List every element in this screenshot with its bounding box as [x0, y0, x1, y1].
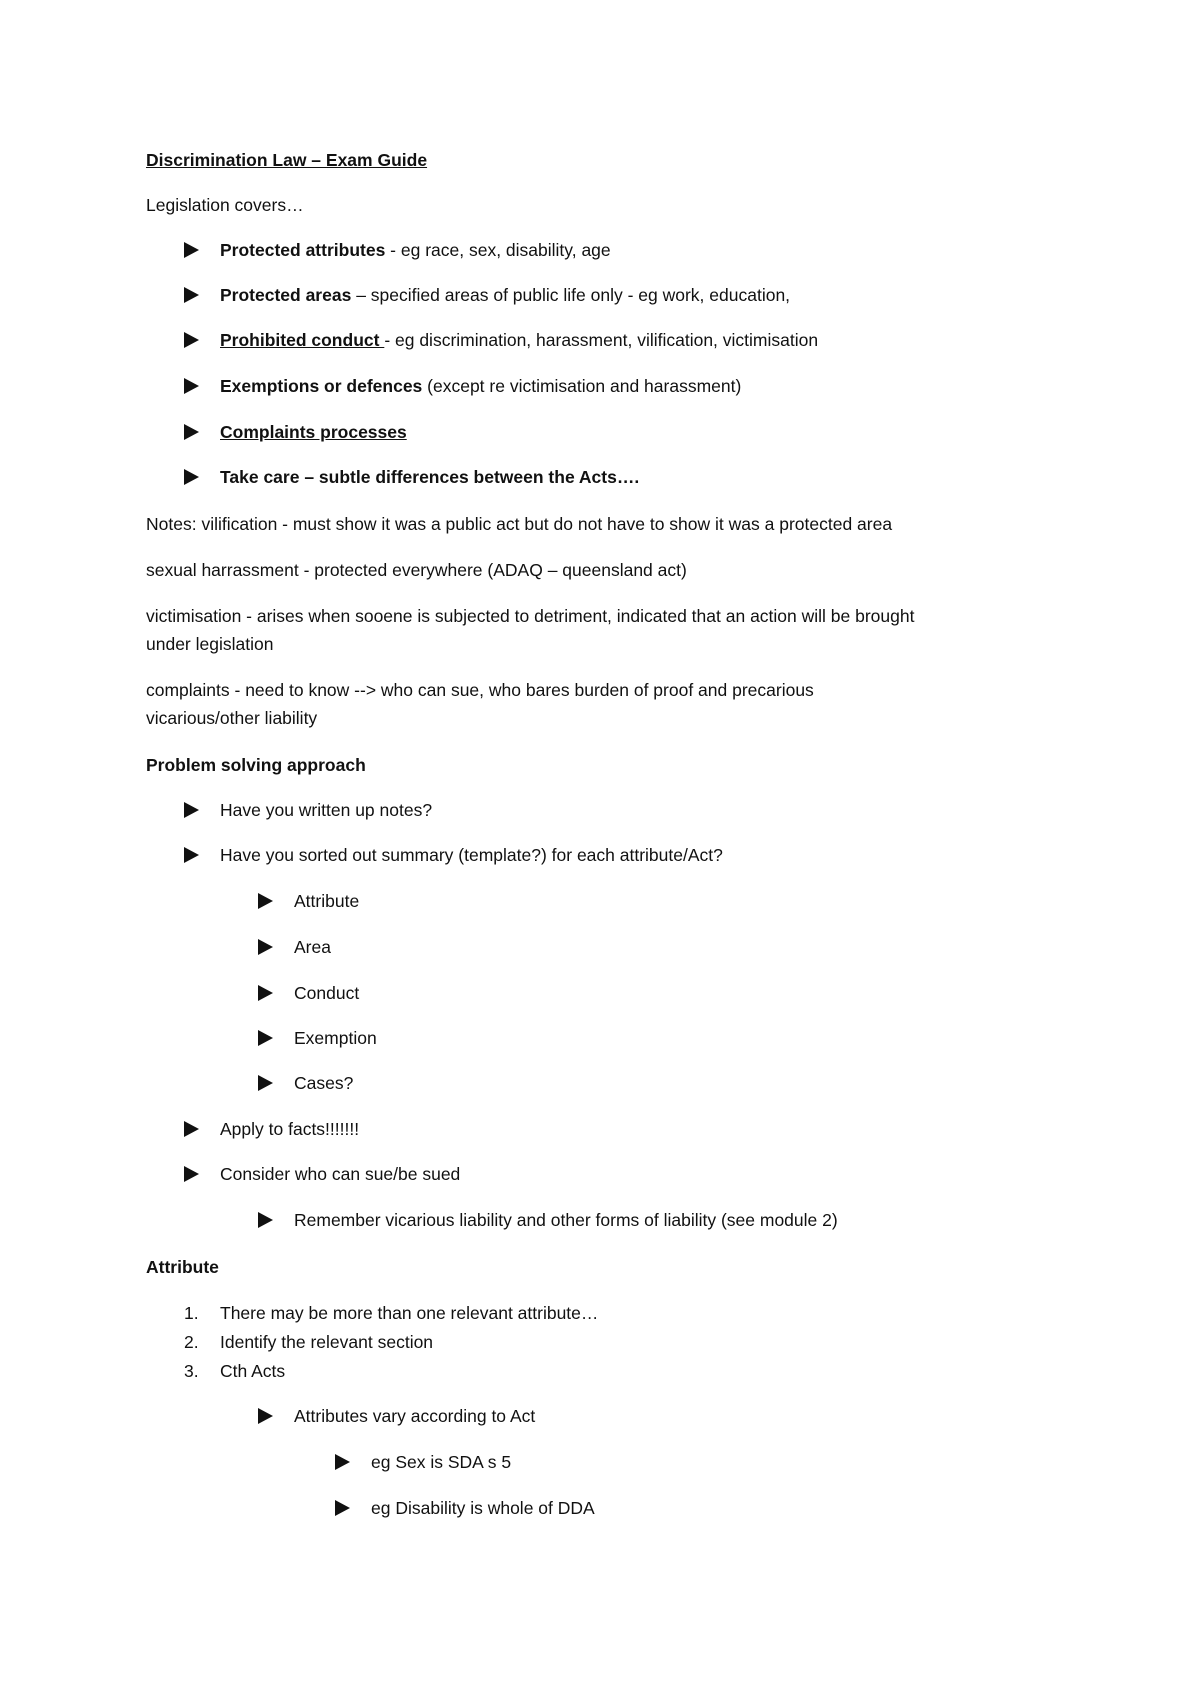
document-page: Discrimination Law – Exam Guide Legislation covers… Protected attributes - eg race, sex, disability, age Protected areas – specified areas of public life only - eg work, education, Prohibited conduct - eg discrimination, harassment, vilification, victimisation Exemptions or defences (except re victimisation and harassment) Complaints processes Take care – subtle differences between the Acts…. Notes: vilification - must show it was a public act but do not have to show it was a protected area sexual harrassment - protected everywhere (ADAQ – queensland act) victimisation - arises when sooene is subjected to detriment, indicated that an action will be brought under legislation complaints - need to know --> who can sue, who bares burden of proof and precarious vicarious/other liability Problem solving approach Have you written up notes? Have you sorted out summary (template?) for each attribute/Act? Attribute Area Conduct Exemption Cases? Apply to facts!!!!!!! Consider who can sue/be sued Remember vicarious liability and other forms of liability (see module 2) Attribute 1. There may be more than one relevant attribute… 2. Identify the relevant section 3. Cth Acts Attributes vary according to Act eg Sex is SDA s 5 eg Disability is whole of DDA: [146, 150, 915, 1518]
arrow-bullet-icon: [184, 469, 199, 485]
note-line: Notes: vilification - must show it was a public act but do not have to show it was a protected area: [146, 514, 893, 534]
arrow-bullet-icon: [184, 802, 199, 818]
arrow-bullet-icon: [184, 332, 199, 348]
arrow-bullet-icon: [184, 424, 199, 440]
arrow-bullet-icon: [258, 985, 273, 1001]
note-line: vicarious/other liability: [146, 708, 318, 728]
arrow-bullet-icon: [184, 1121, 199, 1137]
section-heading: Problem solving approach: [146, 755, 366, 775]
note-line: sexual harrassment - protected everywhere (ADAQ – queensland act): [146, 560, 687, 580]
arrow-bullet-icon: [184, 287, 199, 303]
numbered-item: 2. Identify the relevant section: [184, 1332, 434, 1352]
note-line: complaints - need to know --> who can sue, who bares burden of proof and precarious: [146, 680, 814, 700]
arrow-bullet-icon: [258, 1075, 273, 1091]
numbered-item: 1. There may be more than one relevant attribute…: [184, 1303, 599, 1323]
numbered-item: 3. Cth Acts: [184, 1361, 286, 1381]
arrow-bullet-icon: [184, 1166, 199, 1182]
note-line: victimisation - arises when sooene is subjected to detriment, indicated that an action will be brought: [146, 606, 915, 626]
arrow-bullet-icon: [258, 939, 273, 955]
arrow-bullet-icon: [258, 1212, 273, 1228]
intro-text: Legislation covers…: [146, 195, 304, 215]
page-title: Discrimination Law – Exam Guide: [146, 150, 428, 170]
arrow-bullet-icon: [335, 1500, 350, 1516]
arrow-bullet-icon: [258, 893, 273, 909]
arrow-bullet-icon: [184, 378, 199, 394]
arrow-bullet-icon: [184, 847, 199, 863]
note-line: under legislation: [146, 634, 274, 654]
arrow-bullet-icon: [184, 242, 199, 258]
arrow-bullet-icon: [258, 1030, 273, 1046]
arrow-bullet-icon: [258, 1408, 273, 1424]
arrow-bullet-icon: [335, 1454, 350, 1470]
section-heading: Attribute: [146, 1257, 219, 1277]
